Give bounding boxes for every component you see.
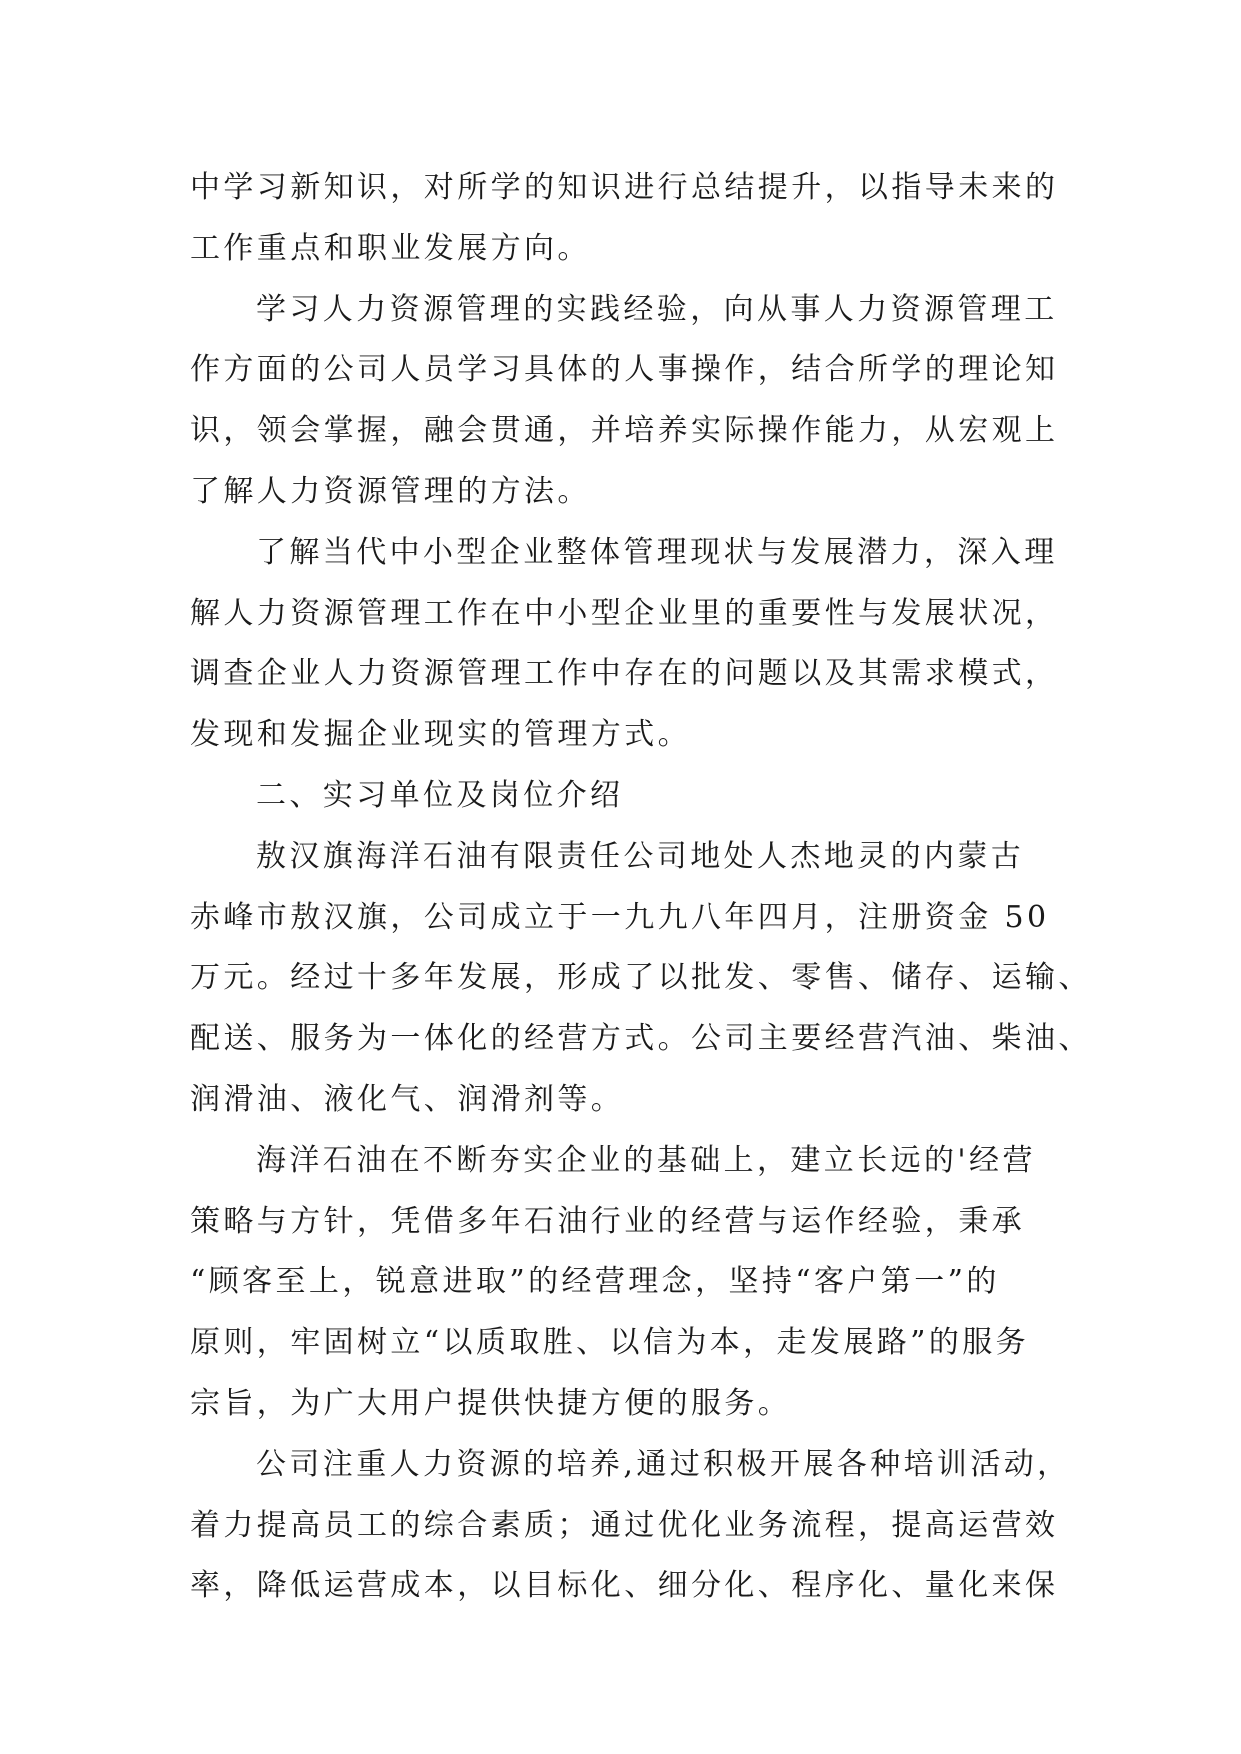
text-line: 解人力资源管理工作在中小型企业里的重要性与发展状况， <box>190 595 1059 631</box>
paragraph-start: 学习人力资源管理的实践经验，向从事人力资源管理工 <box>256 291 1058 327</box>
body-text <box>190 158 1092 1617</box>
text-line: 着力提高员工的综合素质；通过优化业务流程，提高运营效 <box>190 1507 1059 1543</box>
text-line: 策略与方针，凭借多年石油行业的经营与运作经验，秉承 <box>190 1203 1025 1239</box>
text-line: 配送、服务为一体化的经营方式。公司主要经营汽油、柴油、 <box>190 1021 1092 1057</box>
text-line: 赤峰市敖汉旗，公司成立于一九九八年四月，注册资金 50 <box>190 899 1050 935</box>
text-line: 了解人力资源管理的方法。 <box>190 473 591 509</box>
text-line: 识，领会掌握，融会贯通，并培养实际操作能力，从宏观上 <box>190 413 1059 449</box>
text-line: 原则，牢固树立“以质取胜、以信为本，走发展路”的服务 <box>190 1325 1030 1361</box>
text-line: 润滑油、液化气、润滑剂等。 <box>190 1081 625 1117</box>
text-line: 工作重点和职业发展方向。 <box>190 230 591 266</box>
text-line: 作方面的公司人员学习具体的人事操作，结合所学的理论知 <box>190 352 1059 388</box>
text-line: 发现和发掘企业现实的管理方式。 <box>190 717 691 753</box>
text-line: 调查企业人力资源管理工作中存在的问题以及其需求模式， <box>190 656 1059 692</box>
text-line: 率，降低运营成本，以目标化、细分化、程序化、量化来保 <box>190 1568 1059 1604</box>
paragraph-start: 敖汉旗海洋石油有限责任公司地处人杰地灵的内蒙古 <box>256 838 1025 874</box>
paragraph-start: 海洋石油在不断夯实企业的基础上，建立长远的'经营 <box>256 1142 1036 1178</box>
text-line: 宗旨，为广大用户提供快捷方便的服务。 <box>190 1385 792 1421</box>
paragraph-start: 了解当代中小型企业整体管理现状与发展潜力，深入理 <box>256 534 1058 570</box>
text-line: 万元。经过十多年发展，形成了以批发、零售、储存、运输、 <box>190 960 1092 996</box>
section-heading: 二、实习单位及岗位介绍 <box>256 777 624 813</box>
text-line: 中学习新知识，对所学的知识进行总结提升，以指导未来的 <box>190 170 1059 205</box>
paragraph-start: 公司注重人力资源的培养,通过积极开展各种培训活动， <box>256 1446 1071 1482</box>
text-line: “顾客至上，锐意进取”的经营理念，坚持“客户第一”的 <box>190 1264 1000 1300</box>
